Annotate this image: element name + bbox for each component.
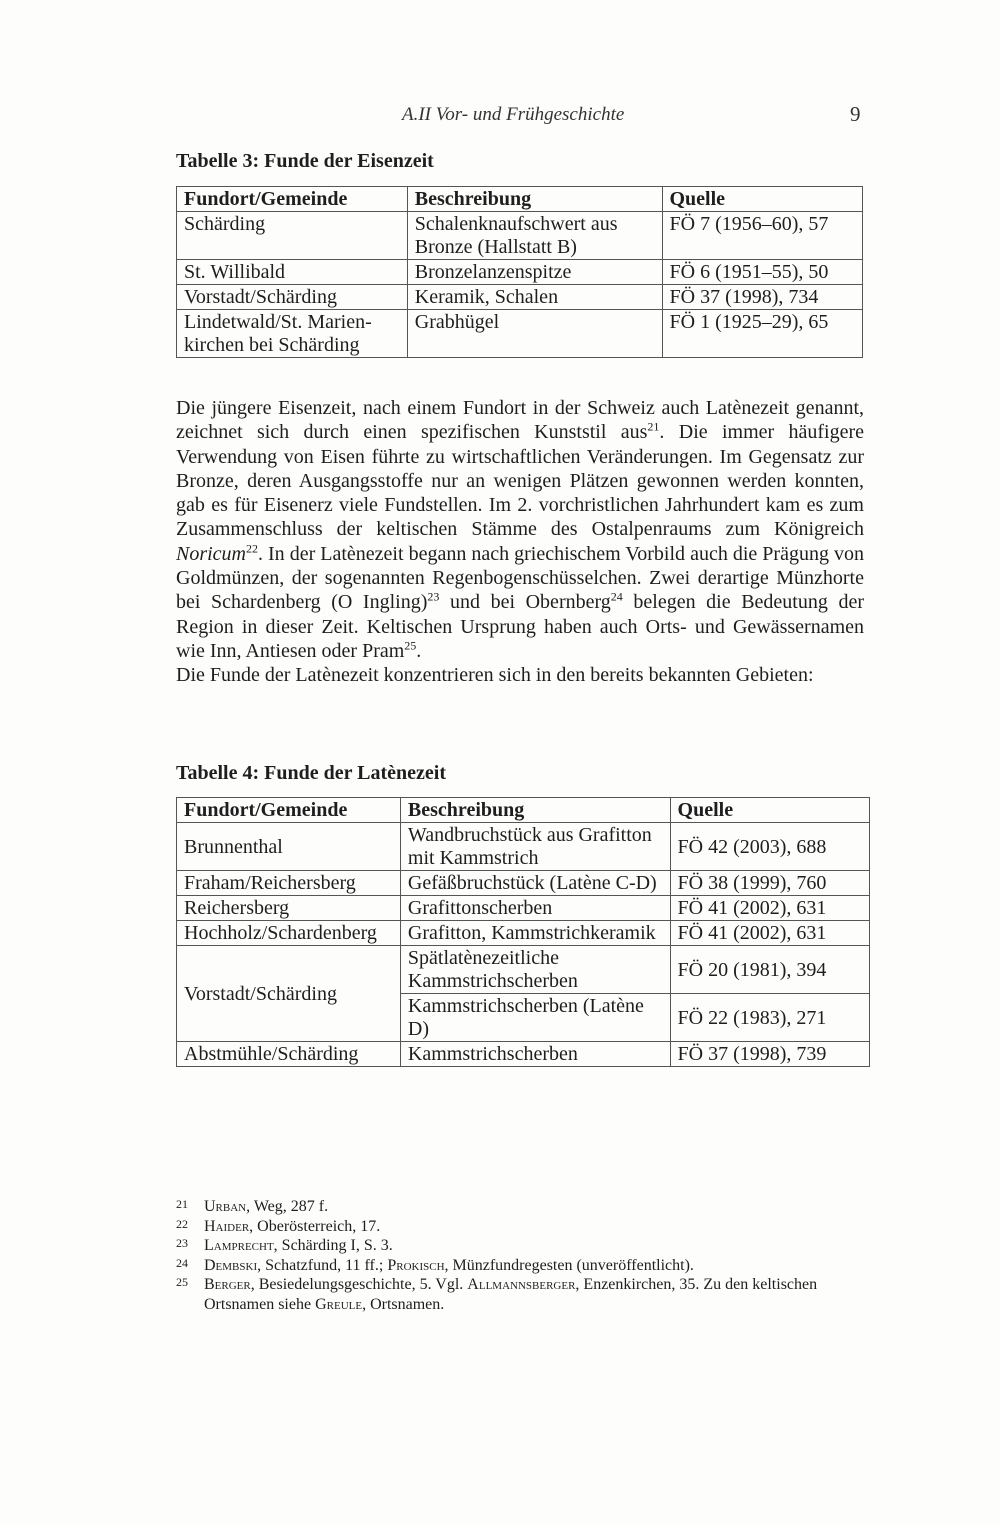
table3-caption: Tabelle 3: Funde der Eisenzeit bbox=[176, 150, 434, 172]
footnote-ref: 22 bbox=[246, 541, 258, 556]
footnote-ref: 24 bbox=[610, 589, 623, 604]
footnote-author: Greule bbox=[315, 1295, 363, 1313]
description-cell: Kammstrichscherben bbox=[400, 1042, 670, 1067]
place-cell: Fraham/Reichersberg bbox=[177, 871, 401, 896]
footnote-text: , Schärding I, S. 3. bbox=[273, 1237, 393, 1254]
footnote-author: Allmannsberger bbox=[467, 1276, 576, 1293]
footnote-ref: 23 bbox=[427, 589, 440, 604]
description-cell: Keramik, Schalen bbox=[407, 285, 662, 310]
table-row bbox=[177, 310, 863, 358]
footnote-text: , Münzfundregesten (unveröffentlicht). bbox=[444, 1256, 694, 1274]
footnote bbox=[176, 1217, 876, 1237]
column-header: Quelle bbox=[670, 798, 869, 823]
footnote-number: 24 bbox=[176, 1255, 188, 1270]
place-cell: Hochholz/Schardenberg bbox=[177, 921, 401, 946]
place-cell: Brunnenthal bbox=[177, 823, 401, 871]
source-cell: FÖ 41 (2002), 631 bbox=[670, 921, 869, 946]
text-run: . bbox=[416, 639, 422, 662]
place-cell: St. Willibald bbox=[177, 260, 408, 285]
description-cell: Grabhügel bbox=[407, 310, 662, 358]
source-cell: FÖ 38 (1999), 760 bbox=[670, 871, 869, 896]
text-run: Die jüngere Eisenzeit, nach einem Fundort in der Schweiz auch Latènezeit genannt, zeichnet sich durch einen spezifischen Kunststil aus bbox=[176, 397, 864, 444]
footnotes bbox=[176, 1197, 876, 1314]
place-cell: Vorstadt/Schärding bbox=[177, 946, 401, 1042]
source-cell: FÖ 42 (2003), 688 bbox=[670, 823, 869, 871]
text-run: . In der Latènezeit begann nach griechischem Vorbild auch die Prägung von Goldmünzen, der sogenannten Regenbogenschüsselchen. Zwei derartige Münzhorte bei Schardenberg (O Ingling) bbox=[176, 542, 864, 614]
table-row bbox=[177, 946, 870, 994]
column-header: Quelle bbox=[662, 187, 863, 212]
footnote bbox=[176, 1256, 876, 1276]
description-cell: Kammstrichscherben (Latène D) bbox=[400, 994, 670, 1042]
column-header: Beschreibung bbox=[400, 798, 670, 823]
place-cell: Schärding bbox=[177, 212, 408, 260]
column-header: Fundort/Gemeinde bbox=[177, 187, 408, 212]
paragraph bbox=[176, 396, 864, 663]
emphasis: Noricum bbox=[176, 542, 246, 565]
footnote-text: , Oberösterreich, 17. bbox=[249, 1217, 381, 1235]
table-row bbox=[177, 871, 870, 896]
source-cell: FÖ 37 (1998), 734 bbox=[662, 285, 863, 310]
source-cell: FÖ 6 (1951–55), 50 bbox=[662, 260, 863, 285]
source-cell: FÖ 22 (1983), 271 bbox=[670, 994, 869, 1042]
source-cell: FÖ 41 (2002), 631 bbox=[670, 896, 869, 921]
footnote-author: Dembski bbox=[204, 1256, 258, 1274]
footnote-text: , Weg, 287 f. bbox=[246, 1198, 329, 1215]
footnote-number: 25 bbox=[176, 1275, 188, 1289]
footnote-text: , Besiedelungsgeschichte, 5. Vgl. bbox=[250, 1276, 468, 1293]
description-cell: Schalenknaufschwert aus Bronze (Hallstatt B) bbox=[407, 212, 662, 260]
table3 bbox=[176, 186, 863, 358]
footnote-author: Haider bbox=[204, 1217, 250, 1235]
description-cell: Spätlatènezeitliche Kammstrichscherben bbox=[400, 946, 670, 994]
table-row bbox=[177, 896, 870, 921]
footnote bbox=[176, 1275, 876, 1314]
page-number: 9 bbox=[850, 102, 861, 126]
footnote bbox=[176, 1236, 876, 1256]
column-header: Fundort/Gemeinde bbox=[177, 798, 401, 823]
footnote-author: Berger bbox=[204, 1276, 251, 1293]
footnote-text: , Enzenkirchen, 35. Zu den keltischen Ortsnamen siehe bbox=[204, 1276, 818, 1313]
description-cell: Gefäßbruchstück (Latène C-D) bbox=[400, 871, 670, 896]
description-cell: Grafittonscherben bbox=[400, 896, 670, 921]
table-header-row bbox=[177, 187, 863, 212]
footnote bbox=[176, 1197, 876, 1217]
table-row bbox=[177, 1042, 870, 1067]
footnote-author: Urban bbox=[204, 1198, 247, 1215]
text-run: und bei Obernberg bbox=[439, 591, 611, 614]
source-cell: FÖ 7 (1956–60), 57 bbox=[662, 212, 863, 260]
table-row bbox=[177, 260, 863, 285]
place-cell: Reichersberg bbox=[177, 896, 401, 921]
source-cell: FÖ 37 (1998), 739 bbox=[670, 1042, 869, 1067]
source-cell: FÖ 1 (1925–29), 65 bbox=[662, 310, 863, 358]
footnote-ref: 25 bbox=[404, 638, 417, 653]
description-cell: Bronzelanzenspitze bbox=[407, 260, 662, 285]
table-row bbox=[177, 285, 863, 310]
table4 bbox=[176, 797, 870, 1067]
description-cell: Grafitton, Kammstrichkeramik bbox=[400, 921, 670, 946]
text-run: belegen die Bedeutung der Region in dieser Zeit. Keltischen Ursprung haben auch Orts- und Gewässernamen wie Inn, Antiesen oder Pram bbox=[176, 591, 865, 662]
body-text bbox=[176, 396, 864, 688]
table-row bbox=[177, 212, 863, 260]
footnote-author: Lamprecht bbox=[204, 1237, 274, 1254]
footnote-ref: 21 bbox=[647, 419, 660, 434]
place-cell: Abstmühle/Schärding bbox=[177, 1042, 401, 1067]
text-run: . Die immer häufigere Verwendung von Eisen führte zu wirtschaftlichen Veränderungen. Im Gegensatz zur Bronze, deren Ausgangsstoffe nur an wenigen Plätzen gewonnen werden konnten, gab es für Eisenerz viele Fundstellen. Im 2. vorchristlichen Jahrhundert kam es zum Zusammenschluss der keltischen Stämme des Ostalpenraums zum Königreich bbox=[176, 421, 865, 541]
table-row bbox=[177, 921, 870, 946]
paragraph: Die Funde der Latènezeit konzentrieren sich in den bereits bekannten Gebieten: bbox=[176, 664, 814, 687]
footnote-number: 22 bbox=[176, 1216, 188, 1231]
footnote-author: Prokisch bbox=[387, 1256, 445, 1274]
description-cell: Wandbruchstück aus Grafitton mit Kammstrich bbox=[400, 823, 670, 871]
footnote-number: 21 bbox=[176, 1197, 188, 1211]
source-cell: FÖ 20 (1981), 394 bbox=[670, 946, 869, 994]
place-cell: Lindetwald/St. Marien-kirchen bei Schärding bbox=[177, 310, 408, 358]
running-head: A.II Vor- und Frühgeschichte bbox=[402, 104, 625, 125]
place-cell: Vorstadt/Schärding bbox=[177, 285, 408, 310]
table-header-row bbox=[177, 798, 870, 823]
column-header: Beschreibung bbox=[407, 187, 662, 212]
footnote-number: 23 bbox=[176, 1236, 188, 1250]
table4-caption: Tabelle 4: Funde der Latènezeit bbox=[176, 762, 446, 784]
footnote-text: , Ortsnamen. bbox=[362, 1295, 445, 1313]
footnote-text: , Schatzfund, 11 ff.; bbox=[257, 1256, 388, 1274]
table-row bbox=[177, 823, 870, 871]
